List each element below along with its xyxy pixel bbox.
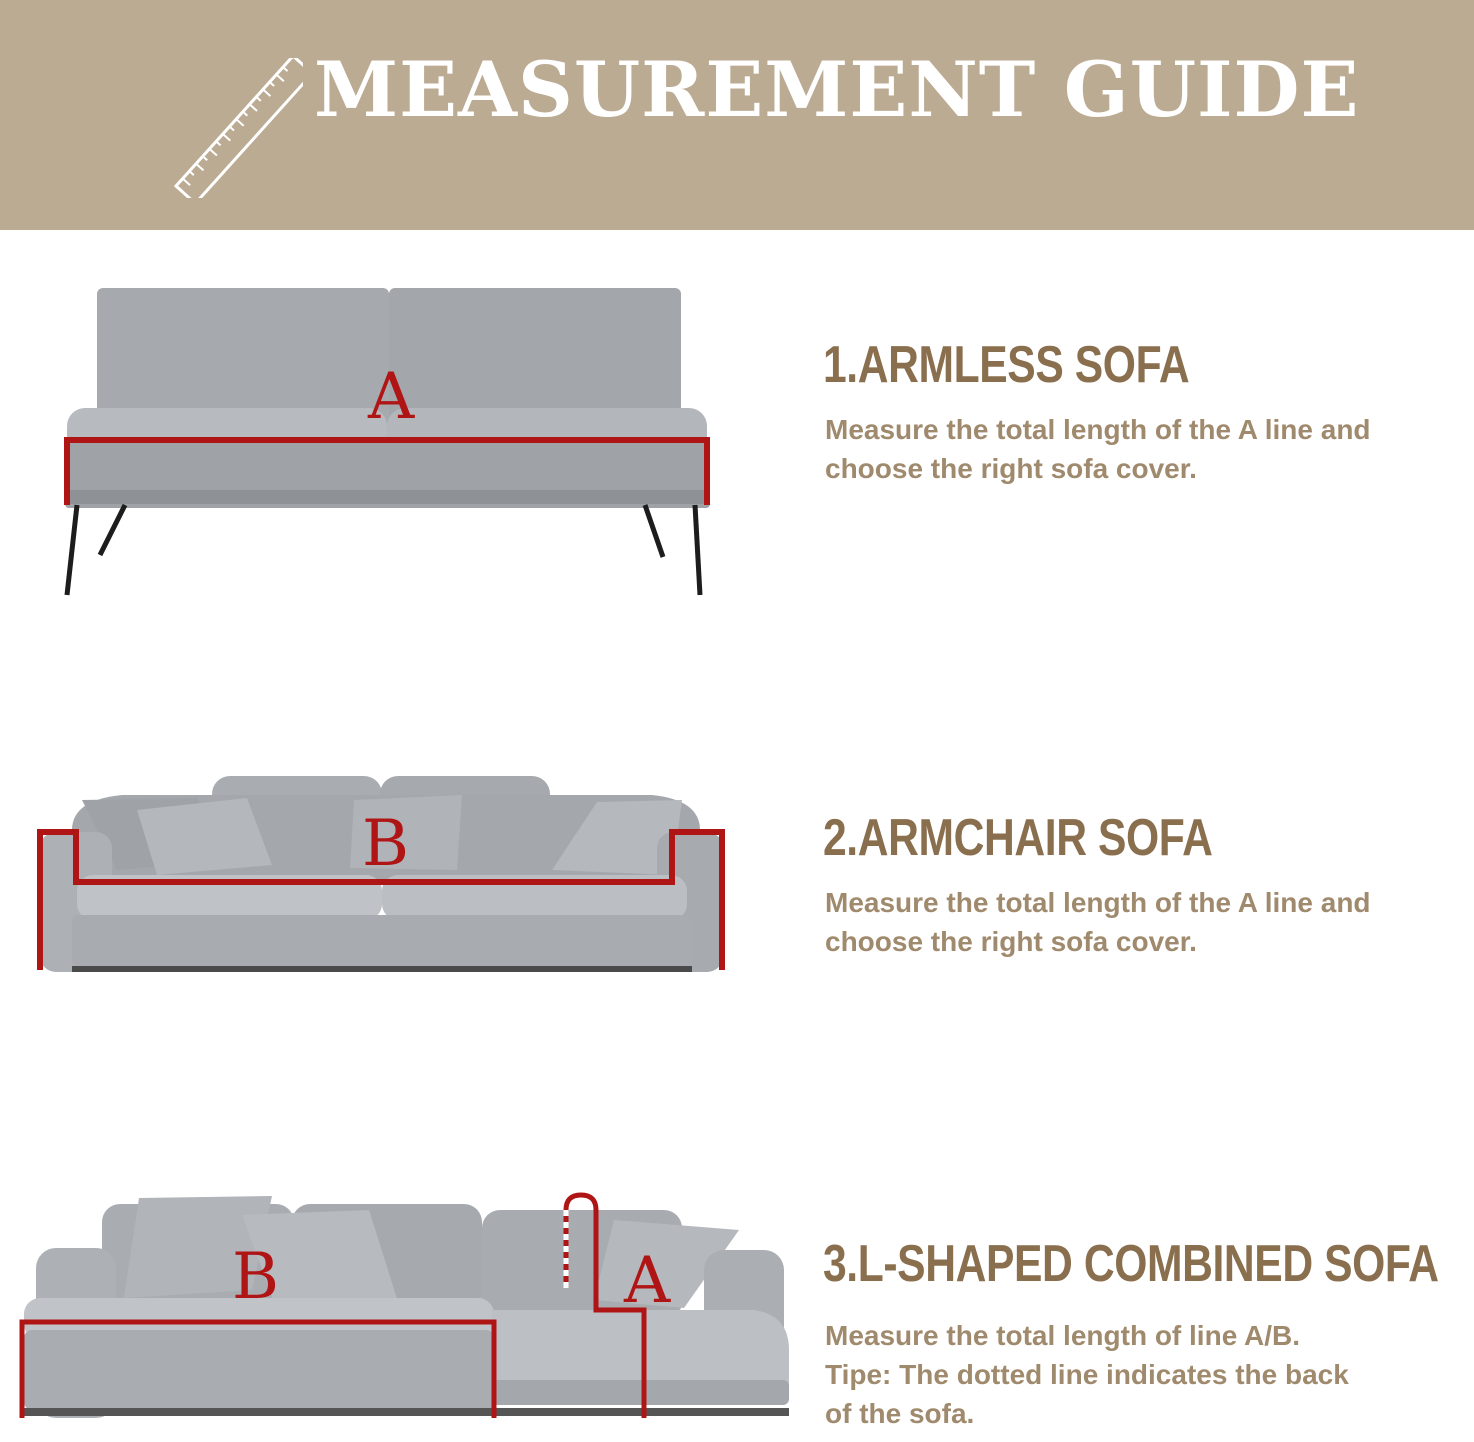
armless-sofa-illustration xyxy=(55,280,715,600)
l-shaped-sofa-illustration xyxy=(14,1190,794,1440)
header-banner xyxy=(0,0,1474,230)
section-description xyxy=(825,1316,1474,1433)
description-line: Tipe: The dotted line indicates the back xyxy=(825,1359,1349,1390)
marker-b: B xyxy=(232,1240,280,1314)
section-description xyxy=(825,883,1474,961)
description-line: Measure the total length of line A/B. xyxy=(825,1320,1301,1351)
description-line: Measure the total length of the A line and xyxy=(825,887,1371,918)
section-heading: 1.ARMLESS SOFA xyxy=(823,336,1190,394)
marker-a: A xyxy=(368,360,415,434)
section-heading: 3.L-SHAPED COMBINED SOFA xyxy=(823,1235,1439,1293)
section-description xyxy=(825,410,1474,488)
marker-b: B xyxy=(362,807,410,881)
description-line: choose the right sofa cover. xyxy=(825,453,1197,484)
ruler-icon xyxy=(168,58,303,198)
description-line: choose the right sofa cover. xyxy=(825,926,1197,957)
description-line: of the sofa. xyxy=(825,1398,975,1429)
description-line: Measure the total length of the A line and xyxy=(825,414,1371,445)
page-title: MEASUREMENT GUIDE xyxy=(314,45,1360,134)
section-heading: 2.ARMCHAIR SOFA xyxy=(823,809,1213,867)
armchair-sofa-illustration xyxy=(32,770,732,985)
marker-a: A xyxy=(624,1244,671,1318)
